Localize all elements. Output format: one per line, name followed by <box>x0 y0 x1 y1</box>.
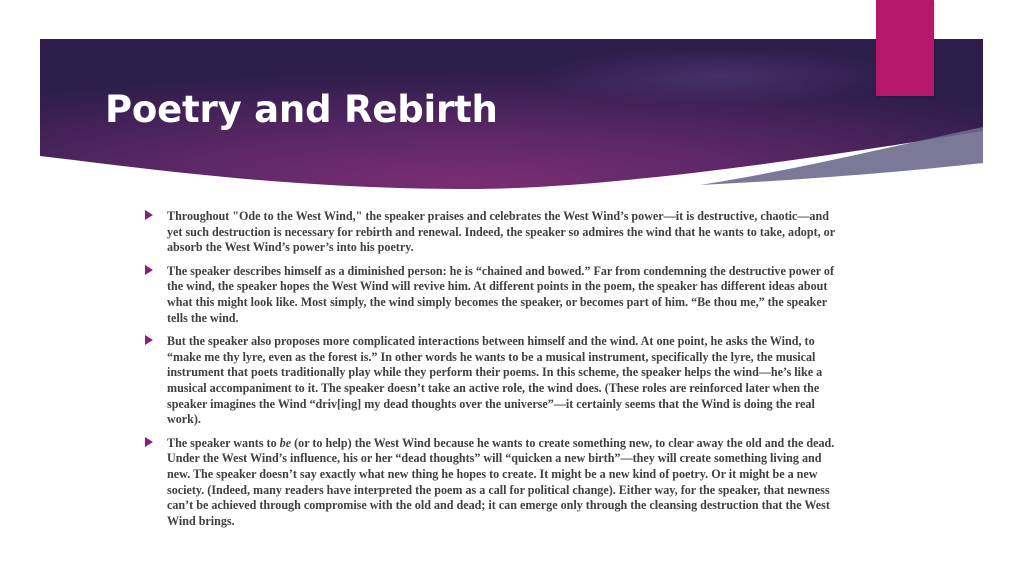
slide-title: Poetry and Rebirth <box>105 88 498 131</box>
bullet-text: Throughout "Ode to the West Wind," the speaker praises and celebrates the West Wind’s power—it is destructive, chaotic—and yet such destruction is necessary for rebirth and renewal. Indeed, the speaker so admires the wind that he wants to take, adopt, or absorb the West Wind’s power’s into his poetry. <box>167 209 835 255</box>
bullet-text-end: (or to help) the West Wind because he wants to create something new, to clear away the old and the dead. Under the West Wind’s influence, his or her “dead thoughts” will “quicken a new birth”—they will create something living and new. The speaker doesn’t say exactly what new thing he hopes to create. It might be a new kind of poetry. Or it might be a new society. (Indeed, many readers have interpreted the poem as a call for political change). Either way, for the speaker, that newness can’t be achieved through compromise with the old and dead; it can emerge only through the cleansing destruction that the West Wind brings. <box>167 435 835 528</box>
bullet-item <box>145 436 835 530</box>
bullet-list <box>145 209 835 537</box>
bullet-text: The speaker describes himself as a diminished person: he is “chained and bowed.” Far from condemning the destructive power of the wind, the speaker hopes the West Wind will revive him. At different points in the poem, the speaker has different ideas about what this might look like. Most simply, the wind simply becomes the speaker, or becomes part of him. “Be thou me,” the speaker tells the wind. <box>167 263 834 325</box>
bullet-text: But the speaker also proposes more complicated interactions between himself and the wind. At one point, he asks the Wind, to “make me thy lyre, even as the forest is.” In other words he wants to be a musical instrument, specifically the lyre, the musical instrument that poets traditionally play while they perform their poems. In this scheme, the speaker helps the wind—he’s like a musical accompaniment to it. The speaker doesn’t take an active role, the wind does. (These roles are reinforced later when the speaker imagines the Wind “driv[ing] my dead thoughts over the universe”—it certainly seems that the Wind is doing the real work). <box>167 334 823 427</box>
bullet-text-emphasis: be <box>279 435 292 450</box>
accent-tab <box>876 0 934 96</box>
bullet-item <box>145 264 835 326</box>
bullet-arrow-icon <box>145 265 153 275</box>
bullet-arrow-icon <box>145 210 153 220</box>
bullet-item <box>145 209 835 256</box>
bullet-item <box>145 334 835 428</box>
bullet-text-start: The speaker wants to <box>167 435 280 450</box>
bullet-arrow-icon <box>145 437 153 447</box>
bullet-arrow-icon <box>145 335 153 345</box>
